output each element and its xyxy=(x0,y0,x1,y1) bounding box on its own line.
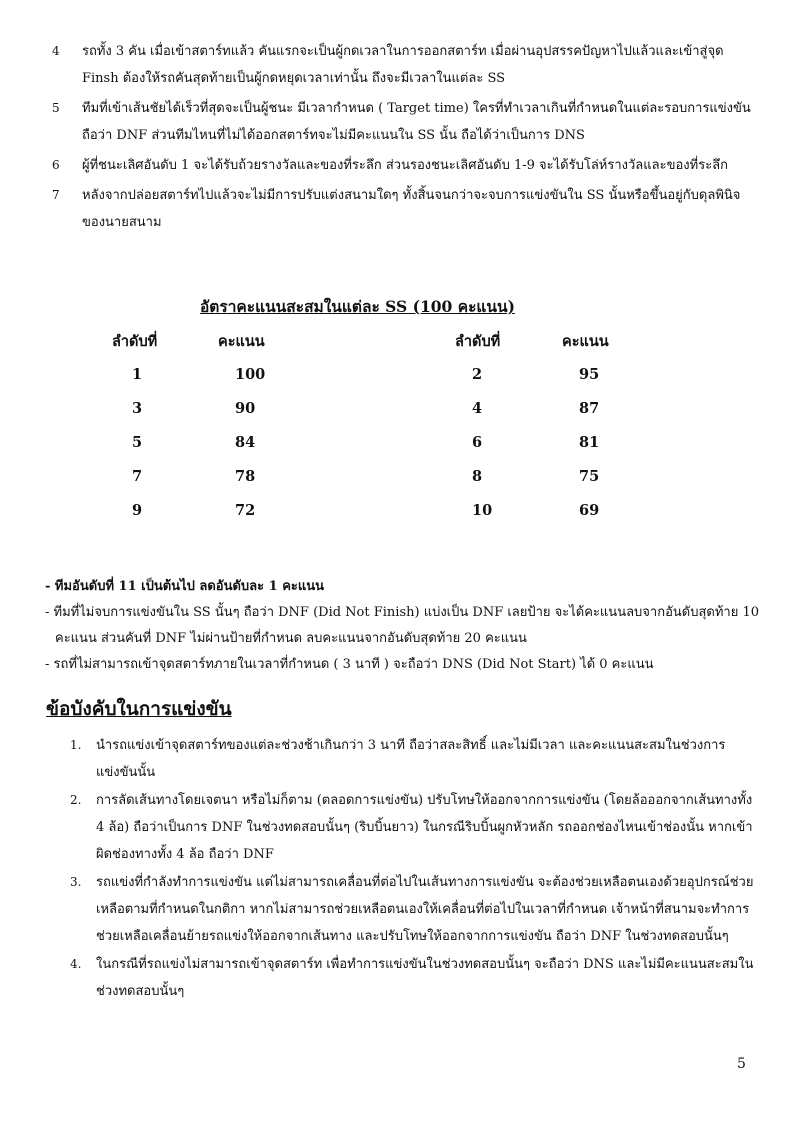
rank-cell: 8 xyxy=(472,468,483,485)
points-table-header xyxy=(100,330,660,364)
points-cell: 95 xyxy=(579,366,600,383)
enforcement-number: 1. xyxy=(70,738,82,752)
header-rank: ลำดับที่ xyxy=(455,333,501,350)
enforcement-text: นำรถแข่งเข้าจุดสตาร์ทของแต่ละช่วงช้าเกินกว่า 3 นาที ถือว่าสละสิทธิ์ และไม่มีเวลา และคะแนนสะสมในช่วงการแข่งขันนั้น xyxy=(96,738,726,780)
enforcement-number: 2. xyxy=(70,793,82,807)
enforcement-item xyxy=(70,869,760,950)
points-cell: 69 xyxy=(579,502,600,519)
header-points: คะแนน xyxy=(562,333,609,350)
note-line-continued: คะแนน ส่วนคันที่ DNF ไม่ผ่านป้ายที่กำหนด ลบคะแนนจากอันดับสุดท้าย 20 คะแนน xyxy=(55,631,527,646)
points-table-row xyxy=(100,366,660,400)
enforcement-number: 4. xyxy=(70,957,82,971)
rule-item xyxy=(52,95,762,149)
rule-number: 5 xyxy=(52,101,60,115)
rank-cell: 5 xyxy=(132,434,143,451)
note-line: - รถที่ไม่สามารถเข้าจุดสตาร์ทภายในเวลาที่กำหนด ( 3 นาที ) จะถือว่า DNS (Did Not Start) ได้ 0 คะแนน xyxy=(45,657,654,672)
rank-cell: 2 xyxy=(472,366,483,383)
rank-cell: 10 xyxy=(472,502,493,519)
points-table xyxy=(100,330,660,536)
points-cell: 81 xyxy=(579,434,600,451)
enforcement-item xyxy=(70,951,760,1005)
rule-item xyxy=(52,152,762,179)
rule-item xyxy=(52,38,762,92)
points-table-row xyxy=(100,400,660,434)
points-table-row xyxy=(100,468,660,502)
points-table-row xyxy=(100,502,660,536)
points-cell: 90 xyxy=(235,400,256,417)
enforcement-item xyxy=(70,732,760,786)
rule-number: 7 xyxy=(52,188,60,202)
rank-cell: 9 xyxy=(132,502,143,519)
rule-number: 4 xyxy=(52,44,60,58)
header-points: คะแนน xyxy=(218,333,265,350)
rule-number: 6 xyxy=(52,158,60,172)
rules-list xyxy=(52,38,762,239)
points-table-title: อัตราคะแนนสะสมในแต่ละ SS (100 คะแนน) xyxy=(200,297,515,316)
points-cell: 84 xyxy=(235,434,256,451)
rule-item xyxy=(52,182,762,236)
page-number: 5 xyxy=(737,1056,746,1072)
notes-block xyxy=(45,574,760,678)
enforcement-text: รถแข่งที่กำลังทำการแข่งขัน แต่ไม่สามารถเคลื่อนที่ต่อไปในเส้นทางการแข่งขัน จะต้องช่วยเหลือตนเองด้วยอุปกรณ์ช่วยเหลือตามที่กำหนดในกติกา หากไม่สามารถช่วยเหลือตนเองให้เคลื่อนที่ต่อไปในเวลาที่กำหนด เจ้าหน้าที่สนามจะทำการช่วยเหลือเคลื่อนย้ายรถแข่งให้ออกจากเส้นทาง และปรับโทษให้ออกจากการแข่งขัน ถือว่า DNF ในช่วงทดสอบนั้นๆ xyxy=(96,875,754,944)
enforcement-list xyxy=(70,732,760,1006)
rank-cell: 3 xyxy=(132,400,143,417)
enforcement-number: 3. xyxy=(70,875,82,889)
points-cell: 72 xyxy=(235,502,256,519)
rule-text: ทีมที่เข้าเส้นชัยได้เร็วที่สุดจะเป็นผู้ชนะ มีเวลากำหนด ( Target time) ใครที่ทำเวลาเกินที่กำหนดในแต่ละรอบการแข่งขันถือว่า DNF ส่วนทีมไหนที่ไม่ได้ออกสตาร์ทจะไม่มีคะแนนใน SS นั้น ถือได้ว่าเป็นการ DNS xyxy=(82,101,751,143)
rank-cell: 1 xyxy=(132,366,143,383)
enforcement-item xyxy=(70,787,760,868)
points-cell: 100 xyxy=(235,366,266,383)
rank-cell: 6 xyxy=(472,434,483,451)
rule-text: ผู้ที่ชนะเลิศอันดับ 1 จะได้รับถ้วยรางวัลและของที่ระลึก ส่วนรองชนะเลิศอันดับ 1-9 จะได้รับโล่ห์รางวัลและของที่ระลึก xyxy=(82,158,729,173)
points-cell: 75 xyxy=(579,468,600,485)
enforcement-text: ในกรณีที่รถแข่งไม่สามารถเข้าจุดสตาร์ท เพื่อทำการแข่งขันในช่วงทดสอบนั้นๆ จะถือว่า DNS และไม่มีคะแนนสะสมในช่วงทดสอบนั้นๆ xyxy=(96,957,754,999)
rank-cell: 7 xyxy=(132,468,143,485)
header-rank: ลำดับที่ xyxy=(112,333,158,350)
rule-text: รถทั้ง 3 คัน เมื่อเข้าสตาร์ทแล้ว คันแรกจะเป็นผู้กดเวลาในการออกสตาร์ท เมื่อผ่านอุปสรรคปัญหาไปแล้วและเข้าสู่จุด Finsh ต้องให้รถคันสุดท้ายเป็นผู้กดหยุดเวลาเท่านั้น ถึงจะมีเวลาในแต่ละ SS xyxy=(82,44,724,86)
section-heading: ข้อบังคับในการแข่งขัน xyxy=(46,698,232,720)
note-line: - ทีมอันดับที่ 11 เป็นต้นไป ลดอันดับละ 1 คะแนน xyxy=(45,579,325,594)
points-cell: 78 xyxy=(235,468,256,485)
points-table-row xyxy=(100,434,660,468)
rule-text: หลังจากปล่อยสตาร์ทไปแล้วจะไม่มีการปรับแต่งสนามใดๆ ทั้งสิ้นจนกว่าจะจบการแข่งขันใน SS นั้นหรือขึ้นอยู่กับดุลพินิจของนายสนาม xyxy=(82,188,741,230)
rank-cell: 4 xyxy=(472,400,483,417)
note-line: - ทีมที่ไม่จบการแข่งขันใน SS นั้นๆ ถือว่า DNF (Did Not Finish) แบ่งเป็น DNF เลยป้าย จะได้คะแนนลบจากอันดับสุดท้าย 10 xyxy=(45,605,760,620)
enforcement-text: การลัดเส้นทางโดยเจตนา หรือไม่ก็ตาม (ตลอดการแข่งขัน) ปรับโทษให้ออกจากการแข่งขัน (โดยล้อออกจากเส้นทางทั้ง 4 ล้อ) ถือว่าเป็นการ DNF ในช่วงทดสอบนั้นๆ (ริบบิ้นยาว) ในกรณีริบบิ้นผูกหัวหลัก รถออกช่องไหนเข้าช่องนั้น หากเข้าผิดช่องทางทั้ง 4 ล้อ ถือว่า DNF xyxy=(96,793,753,862)
points-cell: 87 xyxy=(579,400,600,417)
